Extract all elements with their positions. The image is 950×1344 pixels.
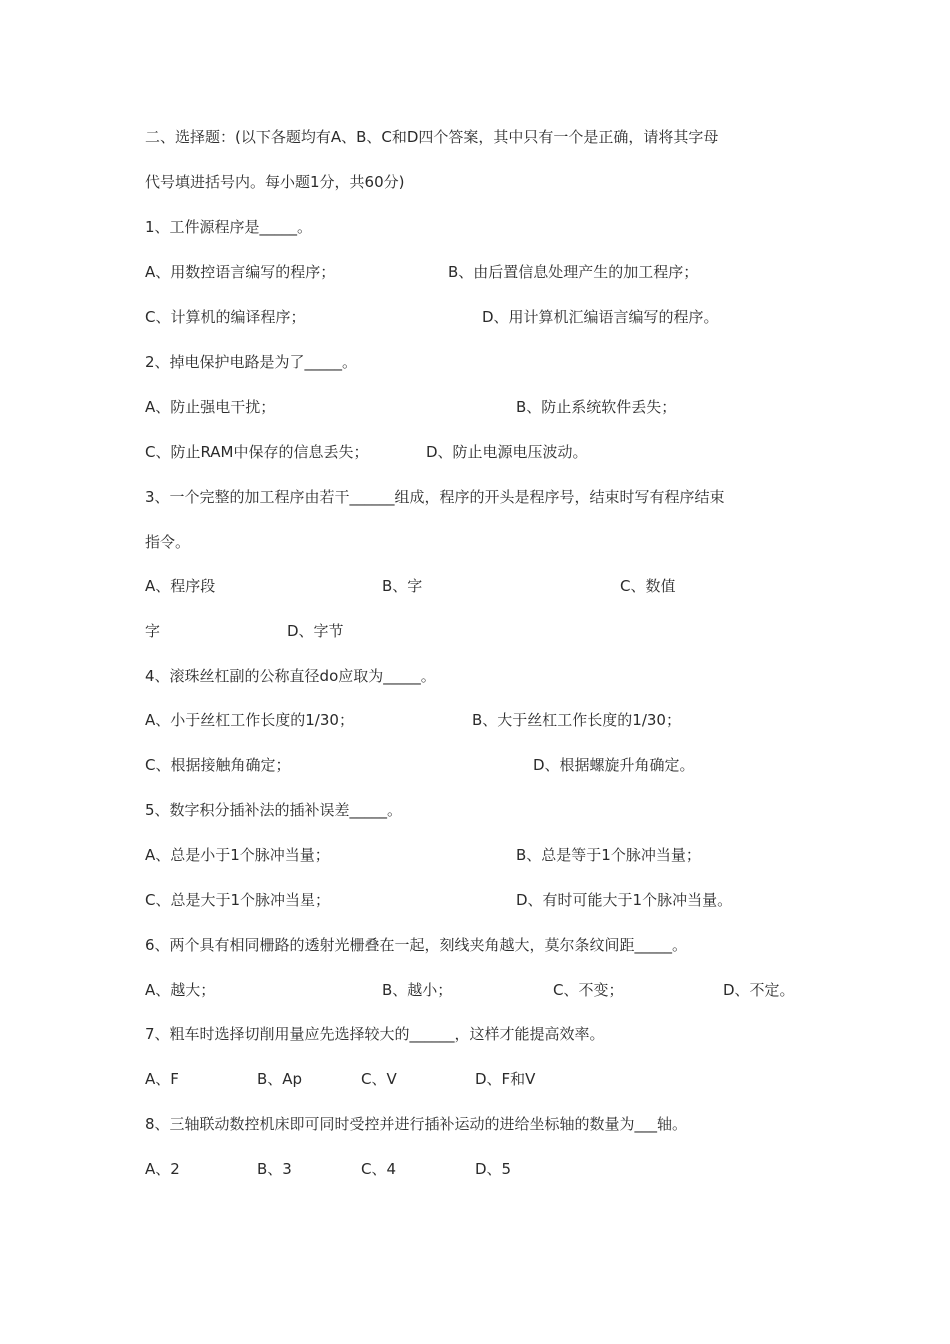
option-c: C、总是大于1个脉冲当星； <box>145 891 331 909</box>
question-stem: 5、数字积分插补法的插补误差_____。 <box>145 801 403 819</box>
option-b: B、越小； <box>382 981 453 999</box>
option-a: A、防止强电干扰； <box>145 398 276 416</box>
option-c: C、4 <box>361 1160 397 1178</box>
option-b: B、3 <box>257 1160 292 1178</box>
question-stem: 7、粗车时选择切削用量应先选择较大的______，这样才能提高效率。 <box>145 1025 605 1043</box>
option-c: C、数值 <box>620 577 676 595</box>
option-d: D、字节 <box>287 622 344 640</box>
option-c: C、V <box>361 1070 397 1088</box>
section-heading-line-2: 代号填进括号内。每小题1分，共60分) <box>145 173 405 191</box>
option-b: B、总是等于1个脉冲当量； <box>516 846 701 864</box>
question-stem-line-1: 3、一个完整的加工程序由若干______组成，程序的开头是程序号，结束时写有程序结束 <box>145 488 725 506</box>
question-stem: 6、两个具有相同栅路的透射光栅叠在一起，刻线夹角越大，莫尔条纹间距_____。 <box>145 936 688 954</box>
option-c: C、防止RAM中保存的信息丢失； <box>145 443 369 461</box>
option-a: A、F <box>145 1070 179 1088</box>
option-b: B、Ap <box>257 1070 303 1088</box>
option-b: B、大于丝杠工作长度的1/30； <box>472 711 681 729</box>
option-d: D、有时可能大于1个脉冲当量。 <box>516 891 733 909</box>
option-a: A、越大； <box>145 981 216 999</box>
option-a: A、程序段 <box>145 577 216 595</box>
question-stem: 4、滚珠丝杠副的公称直径do应取为_____。 <box>145 667 436 685</box>
question-stem: 2、掉电保护电路是为了_____。 <box>145 353 358 371</box>
question-stem: 1、工件源程序是_____。 <box>145 218 313 236</box>
option-d: D、根据螺旋升角确定。 <box>533 756 695 774</box>
option-b: B、由后置信息处理产生的加工程序； <box>448 263 699 281</box>
option-d: D、5 <box>475 1160 512 1178</box>
option-c-continuation: 字 <box>145 622 161 640</box>
option-d: D、防止电源电压波动。 <box>426 443 588 461</box>
option-a: A、2 <box>145 1160 180 1178</box>
section-heading-line-1: 二、选择题：(以下各题均有A、B、C和D四个答案，其中只有一个是正确，请将其字母 <box>145 128 719 146</box>
option-a: A、用数控语言编写的程序； <box>145 263 336 281</box>
option-d: D、用计算机汇编语言编写的程序。 <box>482 308 719 326</box>
question-stem-line-2: 指令。 <box>145 533 191 551</box>
option-a: A、总是小于1个脉冲当量； <box>145 846 330 864</box>
option-d: D、不定。 <box>723 981 795 999</box>
option-d: D、F和V <box>475 1070 536 1088</box>
option-c: C、根据接触角确定； <box>145 756 291 774</box>
option-c: C、计算机的编译程序； <box>145 308 306 326</box>
option-c: C、不变； <box>553 981 624 999</box>
question-stem: 8、三轴联动数控机床即可同时受控并进行插补运动的进给坐标轴的数量为___轴。 <box>145 1115 688 1133</box>
option-a: A、小于丝杠工作长度的1/30； <box>145 711 354 729</box>
option-b: B、字 <box>382 577 423 595</box>
option-b: B、防止系统软件丢失； <box>516 398 677 416</box>
